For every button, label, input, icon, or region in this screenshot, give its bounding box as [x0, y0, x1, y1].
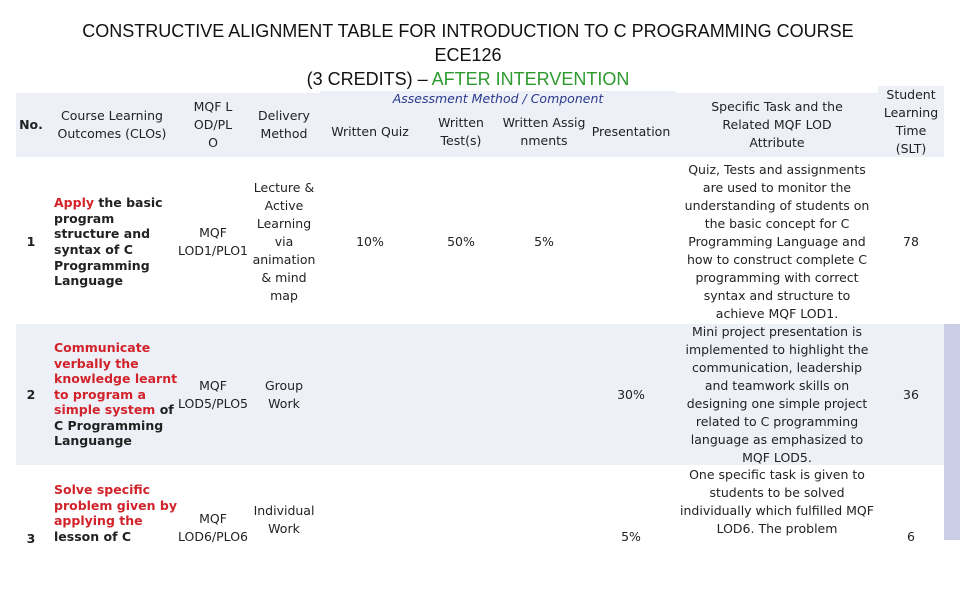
row3-no: 3 [16, 466, 46, 606]
row2-slt: 36 [878, 323, 944, 466]
row1-clo-verb: Apply [54, 195, 95, 211]
row3-assignment [502, 466, 586, 606]
header-mqf: MQF LOD/PLO [178, 93, 248, 157]
row3-clo [46, 466, 178, 606]
row3-presentation: 5% [586, 466, 676, 606]
row1-slt: 78 [878, 161, 944, 323]
header-task: Specific Task and the Related MQF LOD Attribute [676, 93, 878, 157]
title-credits: (3 CREDITS) – [306, 69, 432, 89]
row3-delivery: Individual Work [248, 466, 320, 606]
row3-task: One specific task is given to students to be solved individually which fulfilled MQF LOD6. The problem [676, 466, 878, 606]
row2-quiz [320, 323, 420, 466]
row-divider [16, 465, 944, 467]
header-clo: Course Learning Outcomes (CLOs) [46, 93, 178, 157]
row2-assignment [502, 323, 586, 466]
row1-quiz: 10% [320, 161, 420, 323]
row3-test [420, 466, 502, 606]
slide-title-line3 [0, 67, 936, 91]
row1-presentation [586, 161, 676, 323]
row1-assignment: 5% [502, 161, 586, 323]
row2-presentation: 30% [586, 323, 676, 466]
row2-task: Mini project presentation is implemented to highlight the communication, leadership and teamwork skills on designing one simple project related to C programming language as emphasized to MQF LOD5. [676, 323, 878, 466]
row2-clo [46, 323, 178, 466]
row2-clo-verb: Communicate verbally the knowledge learnt to program a simple system [54, 339, 178, 418]
row1-test: 50% [420, 161, 502, 323]
header-quiz: Written Quiz [320, 107, 420, 157]
row2-test [420, 323, 502, 466]
row2-clo-text: of C Programming Languange [54, 402, 174, 449]
header-test: Written Test(s) [420, 107, 502, 157]
row3-mqf: MQF LOD6/PLO6 [178, 466, 248, 606]
right-decor-strip [944, 324, 960, 540]
row1-mqf: MQF LOD1/PLO1 [178, 161, 248, 323]
row1-task: Quiz, Tests and assignments are used to monitor the understanding of students on the basic concept for C Programming Language and how to construct complete C programming with correct syntax and structure to achieve MQF LOD1. [676, 161, 878, 323]
slide-title-line2: ECE126 [434, 45, 502, 65]
slide-title-line1: CONSTRUCTIVE ALIGNMENT TABLE FOR INTRODUCTION TO C PROGRAMMING COURSE [82, 21, 854, 41]
row2-delivery: Group Work [248, 323, 320, 466]
header-assessment-group: Assessment Method / Component [320, 91, 676, 107]
header-presentation: Presentation [586, 107, 676, 157]
row3-clo-text: lesson of C [54, 528, 132, 544]
row1-clo-text: the basic program structure and syntax of C Programming Language [54, 195, 163, 289]
row1-no: 1 [16, 161, 46, 323]
row3-clo-verb: Solve specific problem given by applying the [54, 482, 177, 529]
title-after-intervention: AFTER INTERVENTION [431, 69, 630, 89]
row3-quiz [320, 466, 420, 606]
row2-mqf: MQF LOD5/PLO5 [178, 323, 248, 466]
header-slt: Student Learning Time (SLT) [878, 86, 944, 157]
row1-clo [46, 161, 178, 323]
header-delivery: Delivery Method [248, 93, 320, 157]
row-divider [16, 322, 944, 324]
row-divider [16, 157, 944, 161]
header-no: No. [16, 93, 46, 157]
row3-slt: 6 [878, 466, 944, 606]
header-assignment: Written Assignments [502, 107, 586, 157]
row2-no: 2 [16, 323, 46, 466]
row1-delivery: Lecture & Active Learning via animation & mind map [248, 161, 320, 323]
